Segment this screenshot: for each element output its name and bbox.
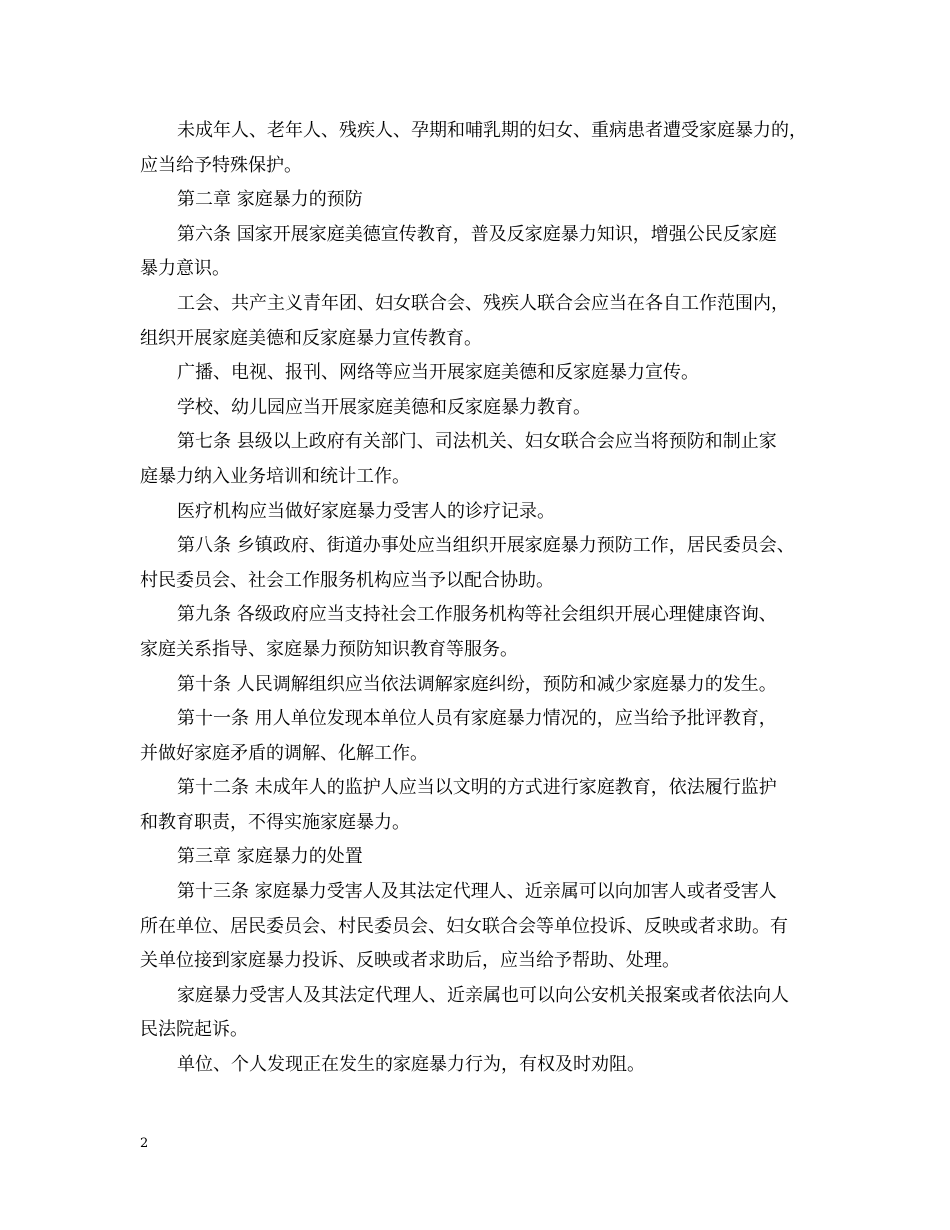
paragraph-line-indented: 第二章 家庭暴力的预防 xyxy=(177,189,363,211)
paragraph-line-indented: 第七条 县级以上政府有关部门、司法机关、妇女联合会应当将预防和制止家 xyxy=(177,431,777,453)
paragraph-line-indented: 工会、共产主义青年团、妇女联合会、残疾人联合会应当在各自工作范围内， xyxy=(177,292,789,314)
paragraph-line: 所在单位、居民委员会、村民委员会、妇女联合会等单位投诉、反映或者求助。有 xyxy=(140,915,788,937)
paragraph-line-indented: 单位、个人发现正在发生的家庭暴力行为，有权及时劝阻。 xyxy=(177,1054,645,1076)
paragraph-line-indented: 第十一条 用人单位发现本单位人员有家庭暴力情况的，应当给予批评教育， xyxy=(177,708,777,730)
paragraph-line: 组织开展家庭美德和反家庭暴力宣传教育。 xyxy=(140,327,482,349)
paragraph-line: 民法院起诉。 xyxy=(140,1019,248,1041)
paragraph-line-indented: 第三章 家庭暴力的处置 xyxy=(177,846,363,868)
paragraph-line-indented: 学校、幼儿园应当开展家庭美德和反家庭暴力教育。 xyxy=(177,396,591,418)
paragraph-line-indented: 第十二条 未成年人的监护人应当以文明的方式进行家庭教育，依法履行监护 xyxy=(177,777,777,799)
paragraph-line-indented: 第十条 人民调解组织应当依法调解家庭纠纷，预防和减少家庭暴力的发生。 xyxy=(177,673,777,695)
paragraph-line-indented: 第六条 国家开展家庭美德宣传教育，普及反家庭暴力知识，增强公民反家庭 xyxy=(177,223,777,245)
paragraph-line-indented: 第十三条 家庭暴力受害人及其法定代理人、近亲属可以向加害人或者受害人 xyxy=(177,881,777,903)
paragraph-line-indented: 第九条 各级政府应当支持社会工作服务机构等社会组织开展心理健康咨询、 xyxy=(177,604,777,626)
paragraph-line-indented: 家庭暴力受害人及其法定代理人、近亲属也可以向公安机关报案或者依法向人 xyxy=(177,984,789,1006)
paragraph-line-indented: 医疗机构应当做好家庭暴力受害人的诊疗记录。 xyxy=(177,500,555,522)
paragraph-line-indented: 未成年人、老年人、残疾人、孕期和哺乳期的妇女、重病患者遭受家庭暴力的， xyxy=(177,120,807,141)
document-body xyxy=(140,114,830,1083)
paragraph-line: 并做好家庭矛盾的调解、化解工作。 xyxy=(140,742,428,764)
paragraph-line: 应当给予特殊保护。 xyxy=(140,154,302,176)
paragraph-line: 和教育职责，不得实施家庭暴力。 xyxy=(140,811,410,833)
paragraph-line: 庭暴力纳入业务培训和统计工作。 xyxy=(140,465,410,487)
paragraph-line: 暴力意识。 xyxy=(140,258,230,280)
paragraph-line: 关单位接到家庭暴力投诉、反映或者求助后，应当给予帮助、处理。 xyxy=(140,950,680,972)
paragraph-line: 家庭关系指导、家庭暴力预防知识教育等服务。 xyxy=(140,638,518,660)
paragraph-line: 村民委员会、社会工作服务机构应当予以配合协助。 xyxy=(140,569,554,591)
page-number: 2 xyxy=(140,1136,149,1151)
paragraph-line-indented: 第八条 乡镇政府、街道办事处应当组织开展家庭暴力预防工作，居民委员会、 xyxy=(177,535,795,557)
paragraph-line-indented: 广播、电视、报刊、网络等应当开展家庭美德和反家庭暴力宣传。 xyxy=(177,362,699,384)
